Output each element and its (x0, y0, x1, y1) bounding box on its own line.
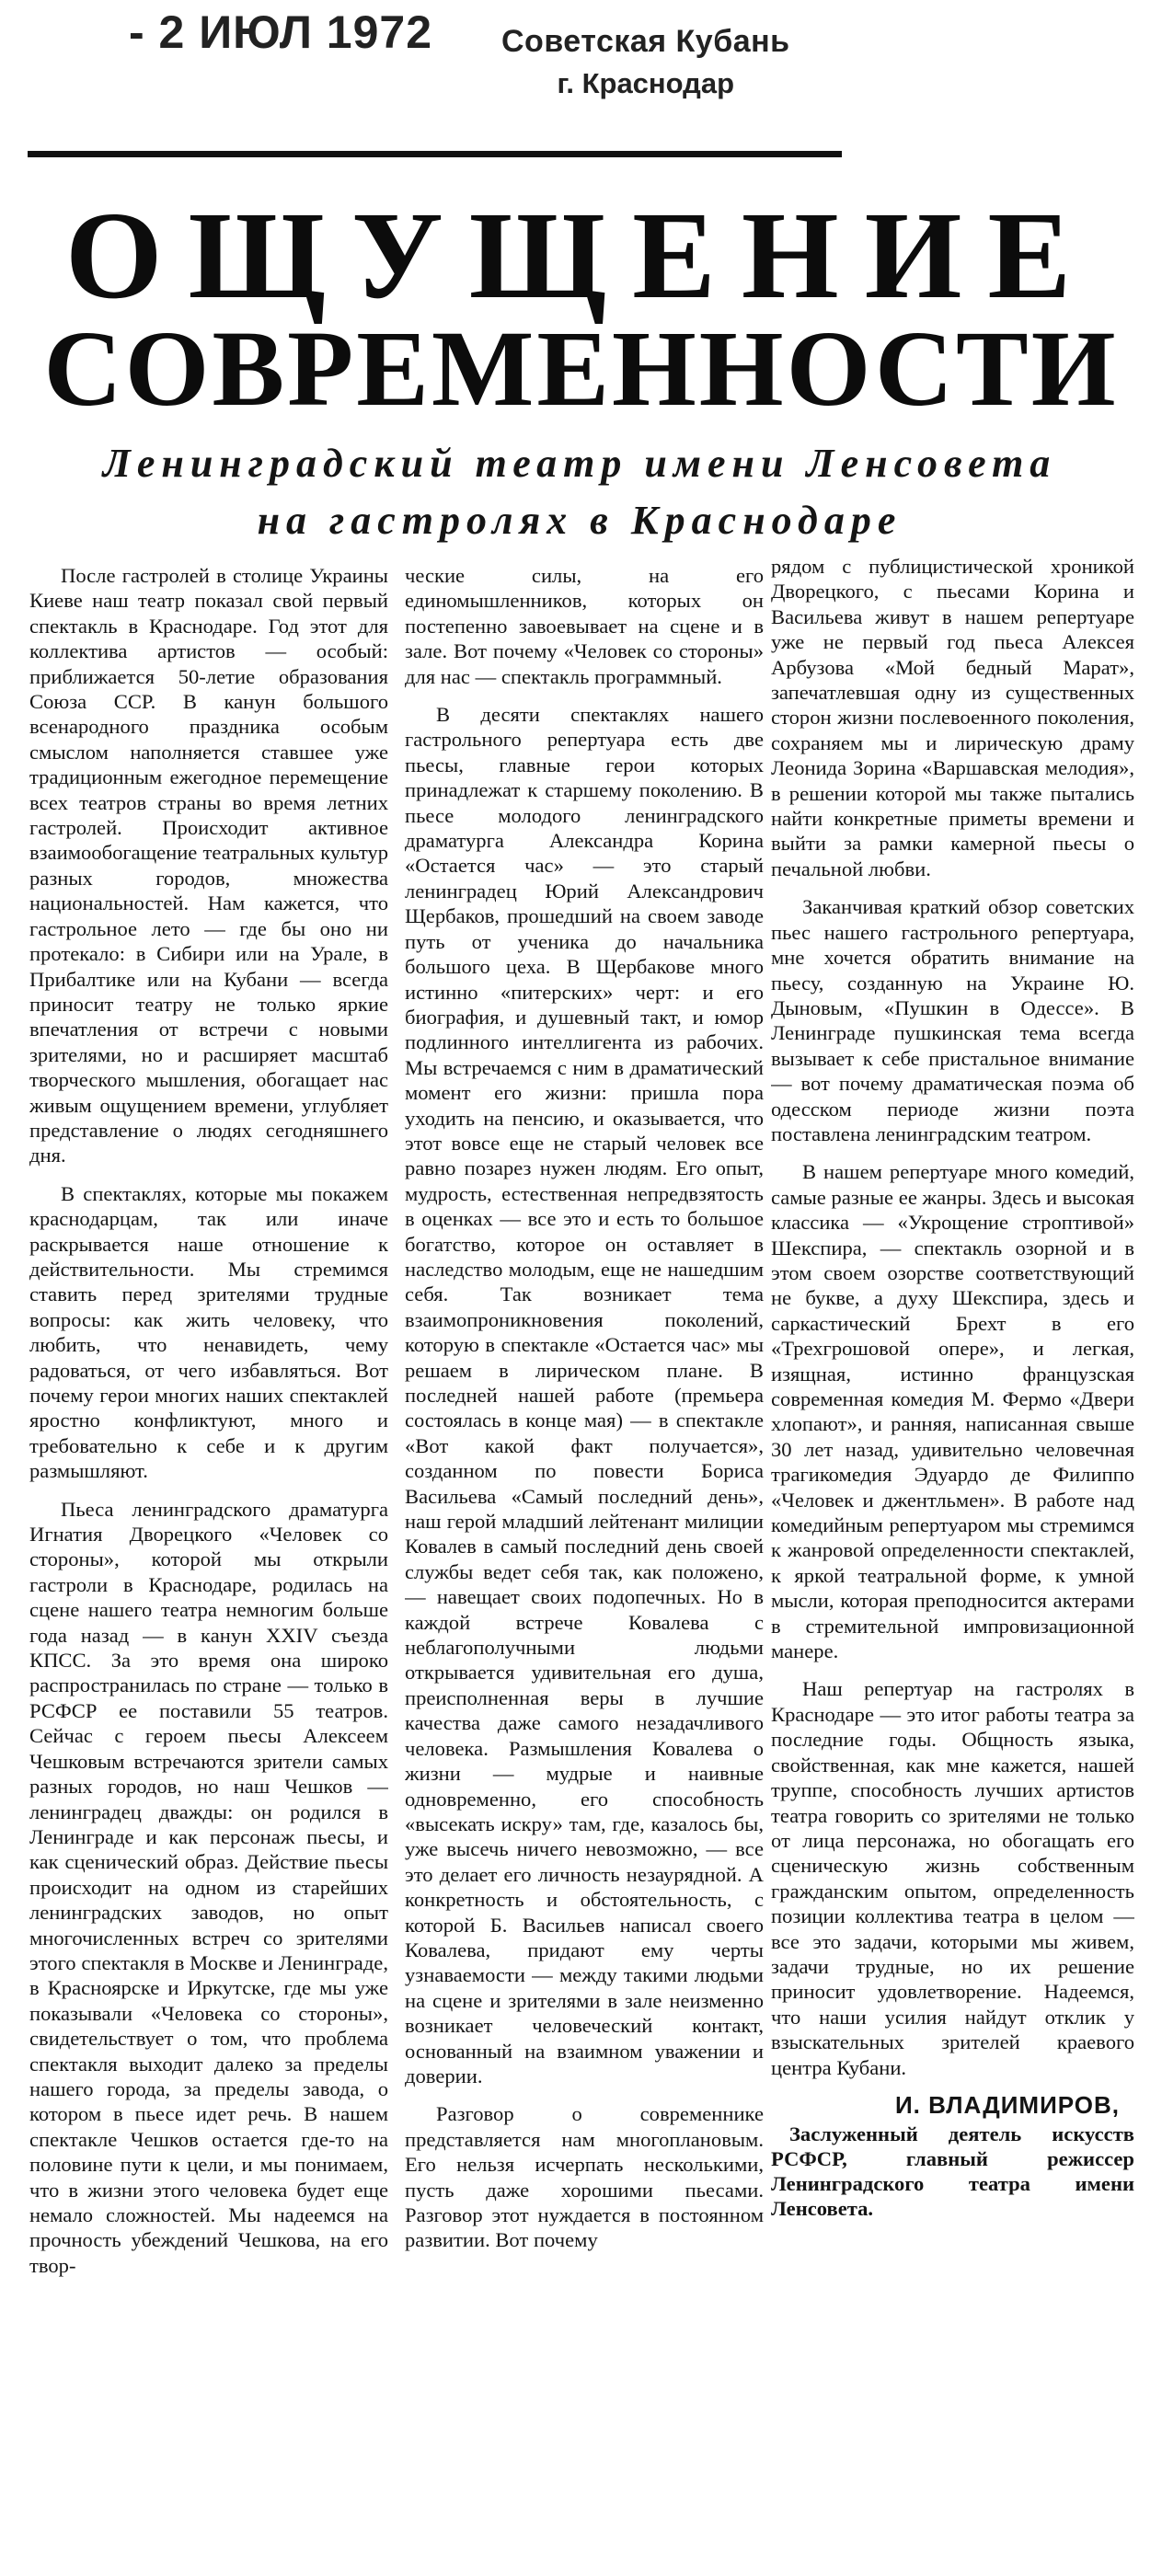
headline-line-2: СОВРЕМЕННОСТИ (43, 308, 1119, 429)
newspaper-city: г. Краснодар (557, 67, 735, 99)
paragraph: После гастролей в столице Украины Киеве наш театр показал свой первый спектакль в Краснодаре. Год этот для коллектива артистов — особый: приближается 50-летие образования Союза ССР. В канун большого всенародного праздника особым смыслом наполняется ставшее уже традиционным ежегодное перемещение всех театров страны во время летних гастролей. Происходит активное взаимообогащение театральных культур разных городов, множества национальностей. Нам кажется, что гастрольное лето — где бы оно ни протекало: в Сибири или на Урале, в Прибалтике или на Кубани — всегда приносит театру не только яркие впечатления от встречи с новыми зрителями, но и расширяет масштаб творческого мышления, обогащает нас живым ощущением времени, углубляет представление о людях сегодняшнего дня. (29, 564, 388, 1167)
top-rule (28, 151, 842, 157)
author-signature (771, 2090, 1134, 2221)
paragraph: В нашем репертуаре много комедий, самые разные ее жанры. Здесь и высокая классика — «Укрощение строптивой» Шекспира, — спектакль озорной и в этом своем озорстве соответствующий не букве, а духу Шекспира, здесь и саркастический Брехт в его «Трехгрошовой опере», и легкая, изящная, истинно французская современная комедия М. Фермо «Двери хлопают», и ранняя, написанная свыше 30 лет назад, удивительно человечная трагикомедия Эдуардо де Филиппо «Человек и джентльмен». В работе над комедийным репертуаром мы стремимся к жанровой определенности спектаклей, к яркой театральной форме, к умной мысли, которая преподносится актерами в стремительной импровизационной манере. (771, 1160, 1134, 1663)
source-stamp (501, 24, 790, 100)
article-column-1 (29, 563, 388, 2559)
headline-line-1: ОЩУЩЕНИЕ (64, 187, 1098, 325)
author-title: Заслуженный деятель искусств РСФСР, главный режиссер Ленинградского театра имени Ленсовета. (771, 2122, 1134, 2221)
subheadline-line-1: Ленинградский театр имени Ленсовета (102, 441, 1057, 486)
date-stamp: - 2 ИЮЛ 1972 (129, 6, 433, 58)
paragraph: Заканчивая краткий обзор советских пьес нашего гастрольного репертуара, мне хочется обратить внимание на пьесу, созданную на Украине Ю. Дыновым, «Пушкин в Одессе». В Ленинграде пушкинская тема всегда вызывает к себе пристальное внимание — вот почему драматическая поэма об одесском периоде жизни поэта поставлена ленинградским театром. (771, 895, 1134, 1145)
subheadline-line-2: на гастролях в Краснодаре (257, 498, 903, 543)
paragraph: Наш репертуар на гастролях в Краснодаре — это итог работы театра за последние годы. Общность языка, свойственная, как мне кажется, нашей труппе, способность лучших артистов театра говорить со зрителями не только от лица персонажа, но обогащать его сценическую жизнь собственным гражданским опытом, определенность позиции коллектива театра в целом — все это задачи, которыми мы живем, задачи трудные, но их решение приносит удовлетворение. Надеемся, что наши усилия найдут отклик у взыскательных зрителей краевого центра Кубани. (771, 1677, 1134, 2079)
paragraph: Разговор о современнике представляется нам многоплановым. Его нельзя исчерпать несколькими, пусть даже хорошими пьесами. Разговор этот нуждается в постоянном развитии. Вот почему (405, 2102, 764, 2252)
paragraph: В десяти спектаклях нашего гастрольного репертуара есть две пьесы, главные герои которых принадлежат к старшему поколению. В пьесе молодого ленинградского драматурга Александра Корина «Остается час» — это старый ленинградец Юрий Александрович Щербаков, прошедший на своем заводе путь от ученика до начальника большого цеха. В Щербакове много истинно «питерских» черт: и его биография, и душевный такт, и юмор подлинного интеллигента из рабочих. Мы встречаемся с ним в драматический момент его жизни: пришла пора уходить на пенсию, и оказывается, что этот вовсе еще не старый человек все равно позарез нужен людям. Его опыт, мудрость, естественная непредвзятость в оценках — все это и есть то большое богатство, которое он оставляет в наследство молодым, еще не нашедшим себя. Так возникает тема взаимопроникновения поколений, которую в спектакле «Остается час» мы решаем в лирическом плане. В последней нашей работе (премьера состоялась в конце мая) — в спектакле «Вот какой факт получается», созданном по повести Бориса Васильева «Самый последний день», наш герой младший лейтенант милиции Ковалев в самый последний день своей службы ведет себя так, как положено, — навещает своих подопечных. Но в каждой встрече Ковалева с неблагополучными людьми открывается удивительная его душа, преисполненная веры в лучшие качества даже самого незадачливого человека. Размышления Ковалева о жизни — мудрые и наивные одновременно, его способность «высекать искру» там, где, казалось бы, уже высечь ничего невозможно, — все это делает его личность незаурядной. А конкретность и обстоятельность, с которой Б. Васильев написал своего Ковалева, придают ему черты узнаваемости — между такими людьми на сцене и зрителями в зале неизменно возникает человеческий контакт, основанный на взаимном уважении и доверии. (405, 703, 764, 2087)
article-column-3 (771, 554, 1134, 2550)
paragraph: В спектаклях, которые мы покажем краснодарцам, так или иначе раскрывается наше отношение к действительности. Мы стремимся ставить перед зрителями трудные вопросы: как жить человеку, что любить, что ненавидеть, чему радоваться, от чего избавляться. Вот почему герои многих наших спектаклей яростно конфликтуют, много и требовательно к себе и к другим размышляют. (29, 1181, 388, 1483)
article-column-2 (405, 563, 764, 2559)
author-name: И. ВЛАДИМИРОВ, (894, 2090, 1120, 2119)
paragraph: Пьеса ленинградского драматурга Игнатия Дворецкого «Человек со стороны», которой мы открыли гастроли в Краснодаре, родилась на сцене нашего театра немногим больше года назад — в канун XXIV съезда КПСС. За это время она широко распространилась по стране — только в РСФСР ее поставили 55 театров. Сейчас с героем пьесы Алексеем Чешковым встречаются зрители самых разных городов, но наш Чешков — ленинградец дважды: он родился в Ленинграде и как персонаж пьесы, и как сценический образ. Действие пьесы происходит на одном из старейших ленинградских заводов, но опыт многочисленных встреч со зрителями этого спектакля в Москве и Ленинграде, в Красноярске и Иркутске, где мы уже показывали «Человека со стороны», свидетельствует о том, что проблема спектакля выходит далеко за пределы нашего города, за пределы завода, о котором в пьесе идет речь. В нашем спектакле Чешков остается где-то на половине пути к цели, и мы понимаем, что в жизни этого человека будет еще немало сложностей. Мы надеемся на прочность убеждений Чешкова, на его твор- (29, 1497, 388, 2277)
paragraph: рядом с публицистической хроникой Дворецкого, с пьесами Корина и Васильева живут в нашем репертуаре уже не первый год пьеса Алексея Арбузова «Мой бедный Марат», запечатлевшая одну из существенных сторон жизни послевоенного поколения, сохраняем мы и лирическую драму Леонида Зорина «Варшавская мелодия», в решении которой мы также пытались найти конкретные приметы времени и выйти за рамки камерной пьесы о печальной любви. (771, 555, 1134, 880)
newspaper-name: Советская Кубань (501, 24, 790, 59)
paragraph: ческие силы, на его единомышленников, которых он постепенно завоевывает на сцене и в зале. Вот почему «Человек со стороны» для нас — спектакль программный. (405, 564, 764, 688)
